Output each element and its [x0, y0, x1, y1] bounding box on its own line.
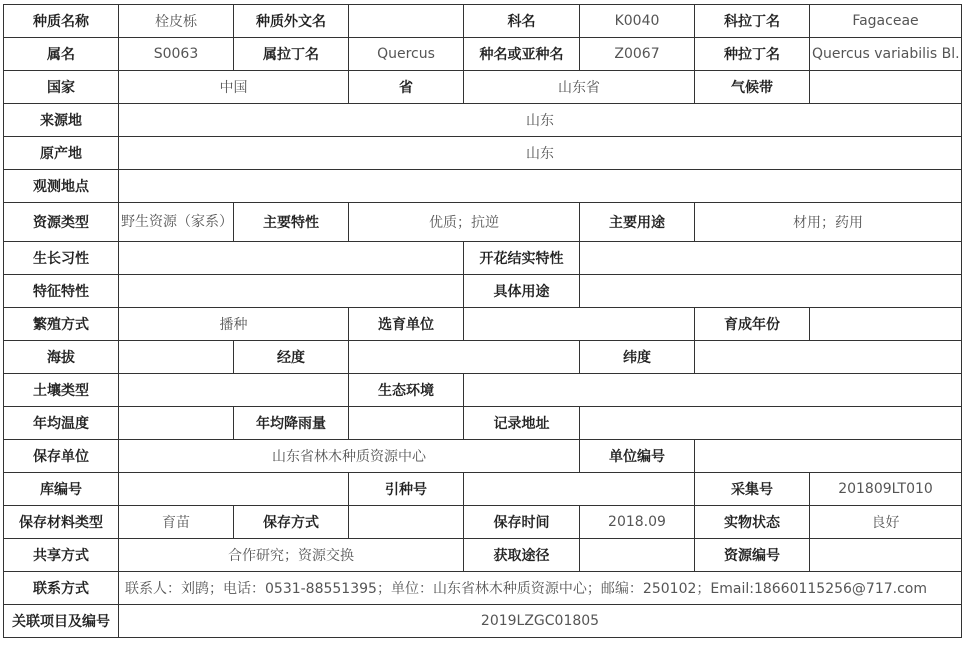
label-record-address: 记录地址	[464, 407, 580, 440]
label-genus-name: 属名	[4, 38, 119, 71]
value-introduction-number	[464, 473, 695, 506]
table-row	[4, 203, 962, 242]
value-conservation-time: 2018.09	[580, 506, 695, 539]
table-row	[4, 71, 962, 104]
value-related-project: 2019LZGC01805	[119, 605, 962, 638]
table-row	[4, 374, 962, 407]
value-latitude	[695, 341, 962, 374]
label-sharing-method: 共享方式	[4, 539, 119, 572]
label-bank-number: 库编号	[4, 473, 119, 506]
label-conservation-method: 保存方式	[234, 506, 349, 539]
label-source-place: 来源地	[4, 104, 119, 137]
value-ecological-environment	[464, 374, 962, 407]
label-ecological-environment: 生态环境	[349, 374, 464, 407]
table-row	[4, 341, 962, 374]
value-family-latin: Fagaceae	[810, 5, 962, 38]
value-annual-rainfall	[349, 407, 464, 440]
label-province: 省	[349, 71, 464, 104]
label-breeding-unit: 选育单位	[349, 308, 464, 341]
value-growth-habit	[119, 242, 464, 275]
label-physical-status: 实物状态	[695, 506, 810, 539]
value-origin-place: 山东	[119, 137, 962, 170]
value-genus-name: S0063	[119, 38, 234, 71]
label-latitude: 纬度	[580, 341, 695, 374]
table-row	[4, 275, 962, 308]
value-unit-code	[695, 440, 962, 473]
value-source-place: 山东	[119, 104, 962, 137]
value-resource-type: 野生资源（家系）	[119, 203, 234, 242]
value-species-name: Z0067	[580, 38, 695, 71]
label-unit-code: 单位编号	[580, 440, 695, 473]
table-row	[4, 473, 962, 506]
label-resource-type: 资源类型	[4, 203, 119, 242]
label-conservation-unit: 保存单位	[4, 440, 119, 473]
label-germplasm-name: 种质名称	[4, 5, 119, 38]
table-row	[4, 5, 962, 38]
table-row	[4, 440, 962, 473]
value-genus-latin: Quercus	[349, 38, 464, 71]
table-row	[4, 242, 962, 275]
value-material-type: 育苗	[119, 506, 234, 539]
value-breeding-year	[810, 308, 962, 341]
label-breeding-year: 育成年份	[695, 308, 810, 341]
value-conservation-unit: 山东省林木种质资源中心	[119, 440, 580, 473]
label-genus-latin: 属拉丁名	[234, 38, 349, 71]
value-flowering-fruiting	[580, 242, 962, 275]
value-province: 山东省	[464, 71, 695, 104]
label-specific-uses: 具体用途	[464, 275, 580, 308]
table-row	[4, 407, 962, 440]
label-annual-rainfall: 年均降雨量	[234, 407, 349, 440]
label-characteristics: 特征特性	[4, 275, 119, 308]
value-conservation-method	[349, 506, 464, 539]
value-annual-temperature	[119, 407, 234, 440]
value-germplasm-name: 栓皮栎	[119, 5, 234, 38]
label-related-project: 关联项目及编号	[4, 605, 119, 638]
value-collection-number: 201809LT010	[810, 473, 962, 506]
value-observation-site	[119, 170, 962, 203]
table-row	[4, 605, 962, 638]
table-row	[4, 170, 962, 203]
value-species-latin: Quercus variabilis Bl.	[810, 38, 962, 71]
value-sharing-method: 合作研究；资源交换	[119, 539, 464, 572]
value-country: 中国	[119, 71, 349, 104]
label-altitude: 海拔	[4, 341, 119, 374]
value-foreign-name	[349, 5, 464, 38]
value-characteristics	[119, 275, 464, 308]
value-altitude	[119, 341, 234, 374]
table-row	[4, 539, 962, 572]
value-main-traits: 优质；抗逆	[349, 203, 580, 242]
label-climate-zone: 气候带	[695, 71, 810, 104]
value-bank-number	[119, 473, 349, 506]
label-longitude: 经度	[234, 341, 349, 374]
label-annual-temperature: 年均温度	[4, 407, 119, 440]
label-species-name: 种名或亚种名	[464, 38, 580, 71]
label-flowering-fruiting: 开花结实特性	[464, 242, 580, 275]
value-climate-zone	[810, 71, 962, 104]
value-main-uses: 材用；药用	[695, 203, 962, 242]
label-material-type: 保存材料类型	[4, 506, 119, 539]
table-row	[4, 104, 962, 137]
label-country: 国家	[4, 71, 119, 104]
label-family-name: 科名	[464, 5, 580, 38]
table-row	[4, 308, 962, 341]
label-contact-info: 联系方式	[4, 572, 119, 605]
label-propagation-method: 繁殖方式	[4, 308, 119, 341]
label-observation-site: 观测地点	[4, 170, 119, 203]
table-row	[4, 137, 962, 170]
label-family-latin: 科拉丁名	[695, 5, 810, 38]
label-introduction-number: 引种号	[349, 473, 464, 506]
label-main-traits: 主要特性	[234, 203, 349, 242]
label-origin-place: 原产地	[4, 137, 119, 170]
label-foreign-name: 种质外文名	[234, 5, 349, 38]
label-growth-habit: 生长习性	[4, 242, 119, 275]
value-longitude	[349, 341, 580, 374]
value-family-name: K0040	[580, 5, 695, 38]
value-specific-uses	[580, 275, 962, 308]
table-row	[4, 572, 962, 605]
label-main-uses: 主要用途	[580, 203, 695, 242]
value-soil-type	[119, 374, 349, 407]
label-species-latin: 种拉丁名	[695, 38, 810, 71]
value-resource-number	[810, 539, 962, 572]
label-soil-type: 土壤类型	[4, 374, 119, 407]
value-record-address	[580, 407, 962, 440]
value-propagation-method: 播种	[119, 308, 349, 341]
label-acquisition-route: 获取途径	[464, 539, 580, 572]
value-physical-status: 良好	[810, 506, 962, 539]
label-collection-number: 采集号	[695, 473, 810, 506]
label-conservation-time: 保存时间	[464, 506, 580, 539]
table-row	[4, 506, 962, 539]
table-row	[4, 38, 962, 71]
germplasm-info-table	[3, 4, 962, 638]
value-breeding-unit	[464, 308, 695, 341]
value-contact-info: 联系人：刘鹍；电话：0531-88551395；单位：山东省林木种质资源中心；邮编：250102；Email:18660115256@717.com	[119, 572, 962, 605]
value-acquisition-route	[580, 539, 695, 572]
label-resource-number: 资源编号	[695, 539, 810, 572]
